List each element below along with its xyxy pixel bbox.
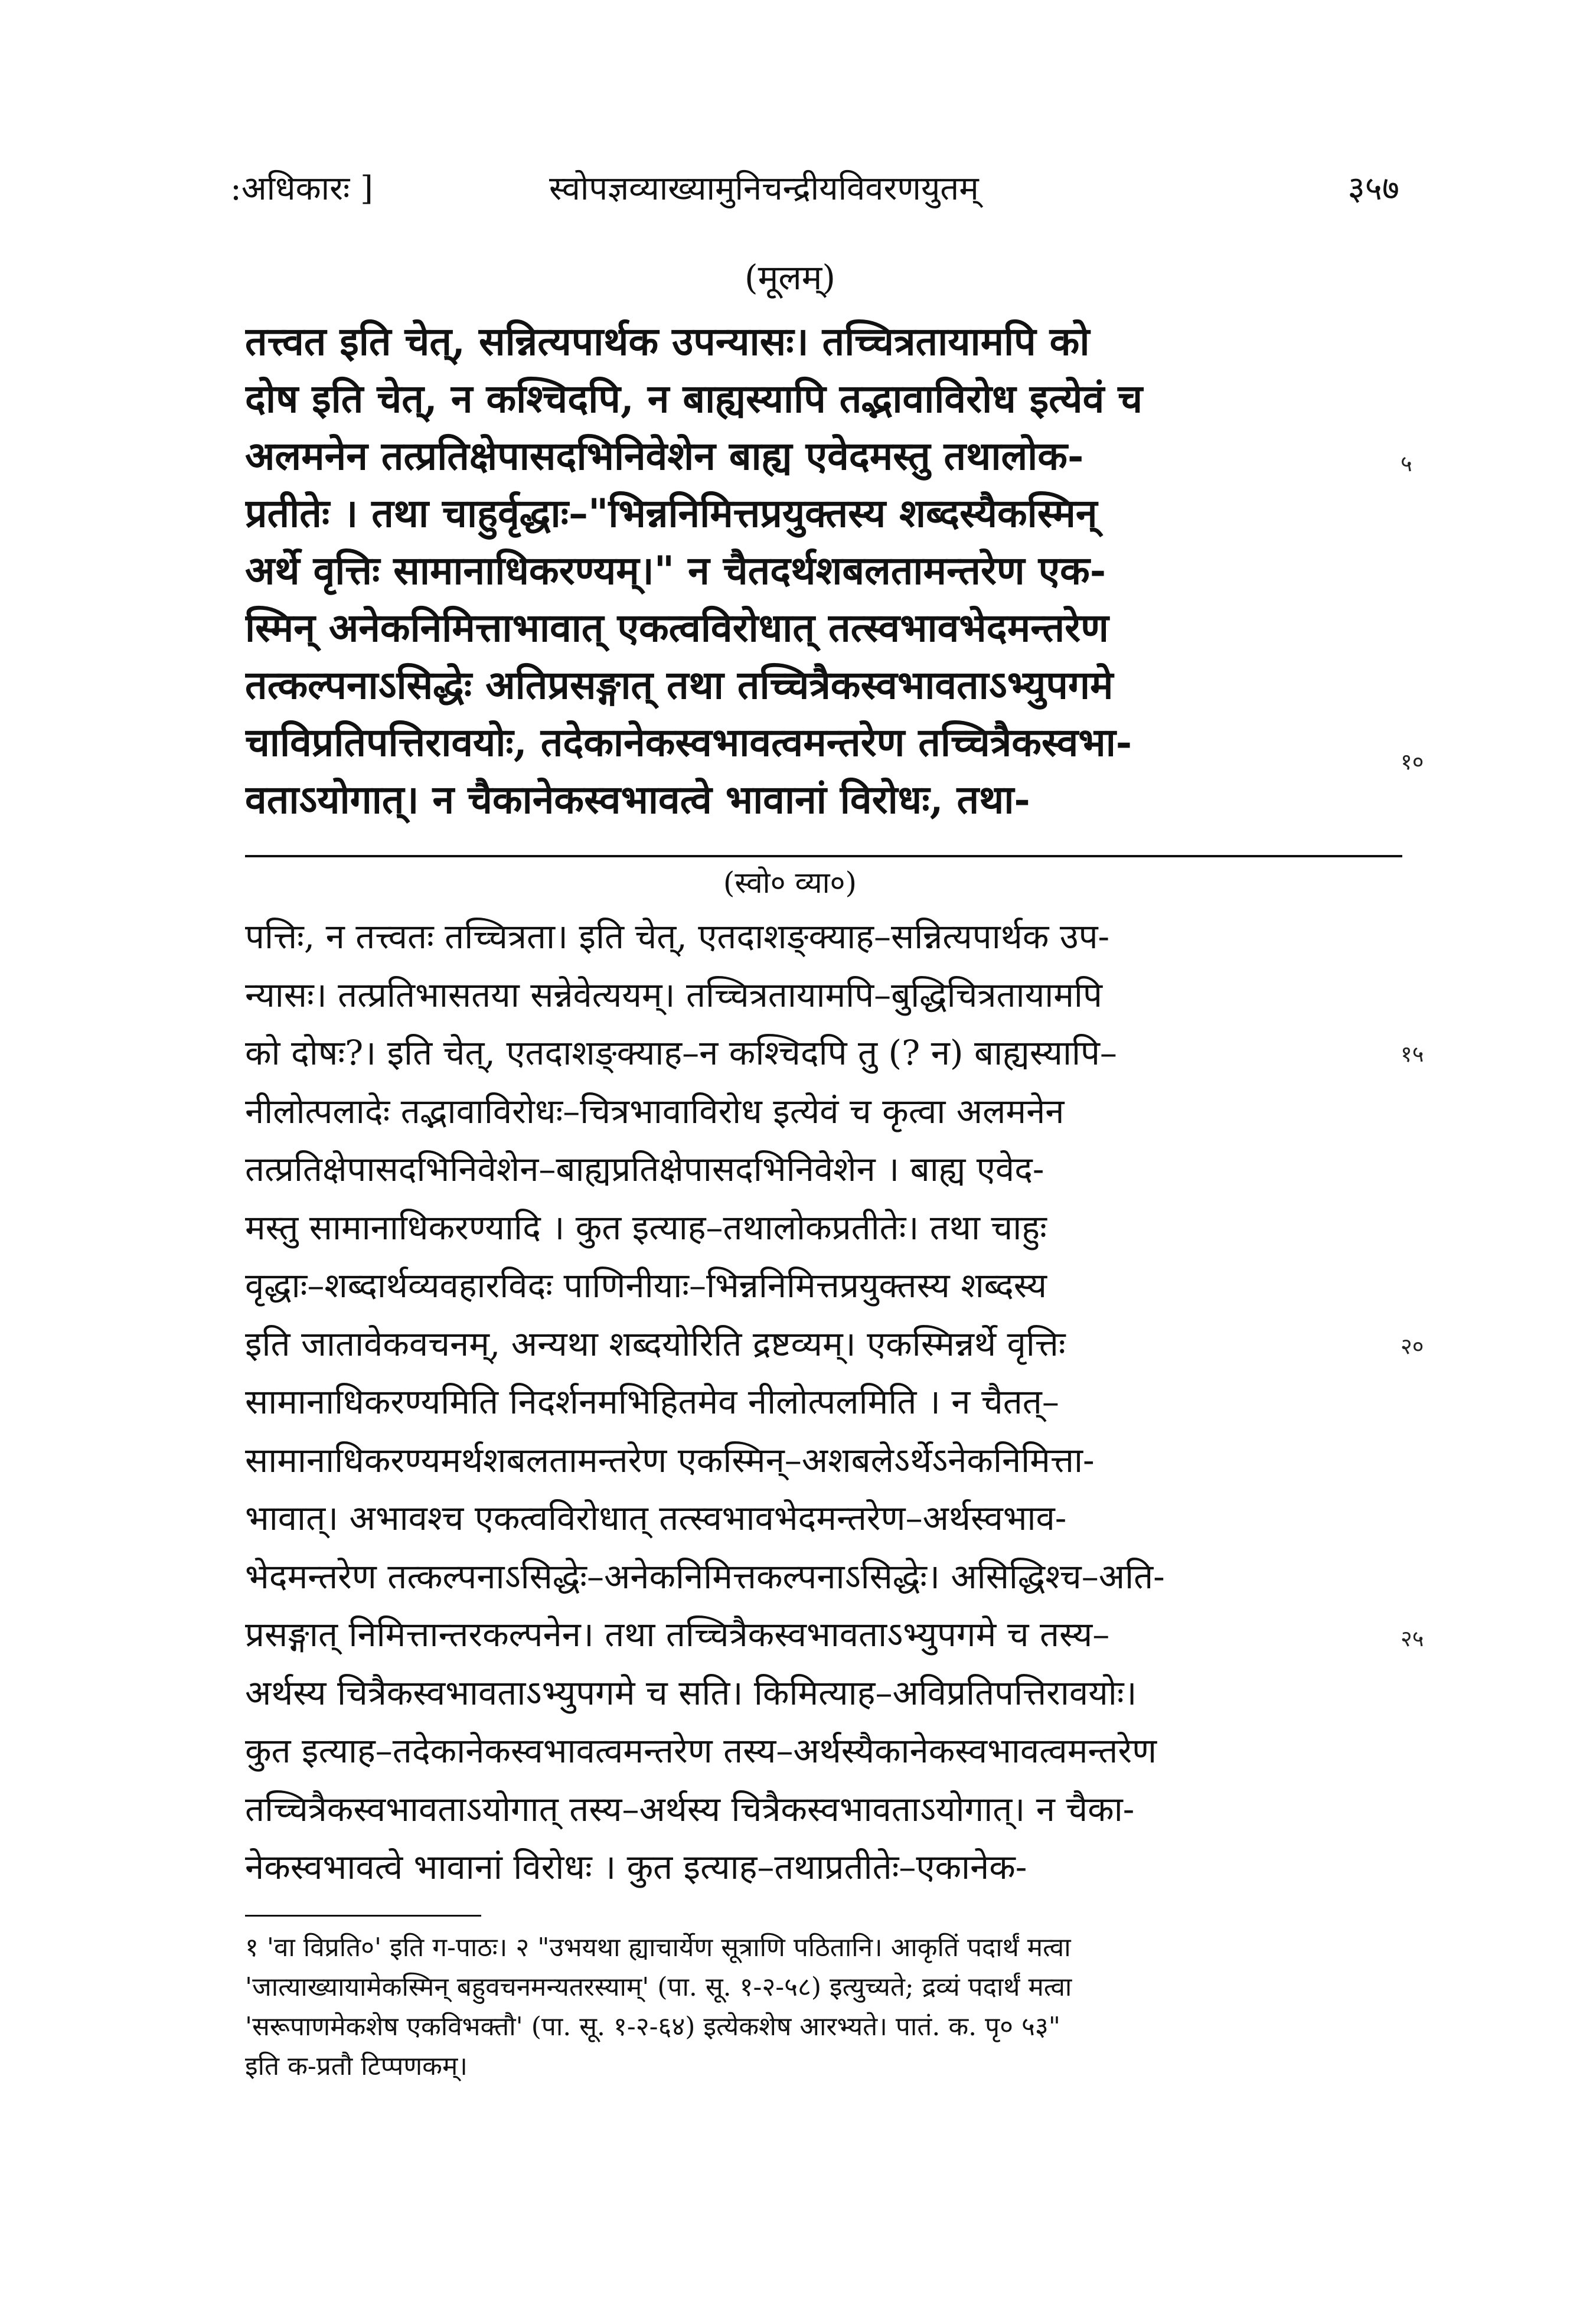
mool-line: स्मिन् अनेकनिमित्ताभावात् एकत्वविरोधात् तत्स्वभावभेदमन्तरेण xyxy=(245,605,1109,651)
mool-text xyxy=(245,313,1402,828)
commentary-heading: (स्वो० व्या०) xyxy=(723,866,857,900)
mool-line: तत्कल्पनाऽसिद्धेः अतिप्रसङ्गात् तथा तच्चित्रैकस्वभावताऽभ्युपगमे xyxy=(245,662,1114,708)
page-number: ३५७ xyxy=(1347,169,1399,208)
line-number-5: ५ xyxy=(1401,451,1412,476)
running-header xyxy=(230,165,1399,213)
commentary-line: तत्प्रतिक्षेपासदभिनिवेशेन–बाह्यप्रतिक्षेपासदभिनिवेशेन । बाह्य एवेद- xyxy=(245,1149,1044,1189)
footnote-line: 'जात्याख्यायामेकस्मिन् बहुवचनमन्यतरस्याम्' (पा. सू. १-२-५८) इत्युच्यते; द्रव्यं पदार्थं मत्वा xyxy=(245,1972,1072,2002)
commentary-line: प्रसङ्गात् निमित्तान्तरकल्पनेन। तथा तच्चित्रैकस्वभावताऽभ्युपगमे च तस्य– xyxy=(245,1614,1110,1654)
commentary-line: वृद्धाः–शब्दार्थव्यवहारविदः पाणिनीयाः–भिन्ननिमित्तप्रयुक्तस्य शब्दस्य xyxy=(245,1265,1047,1305)
commentary-line: तच्चित्रैकस्वभावताऽयोगात् तस्य–अर्थस्य चित्रैकस्वभावताऽयोगात्। न चैका- xyxy=(245,1788,1135,1829)
commentary-line: इति जातावेकवचनम्, अन्यथा शब्दयोरिति द्रष्टव्यम्। एकस्मिन्नर्थे वृत्तिः xyxy=(245,1323,1066,1364)
line-number-10: १० xyxy=(1401,749,1424,775)
commentary-line: नेकस्वभावत्वे भावानां विरोधः । कुत इत्याह–तथाप्रतीतेः–एकानेक- xyxy=(245,1847,1027,1887)
commentary-line: सामानाधिकरण्यमर्थशबलतामन्तरेण एकस्मिन्–अशबलेऽर्थेऽनेकनिमित्ता- xyxy=(245,1440,1095,1480)
commentary-line: मस्तु सामानाधिकरण्यादि । कुत इत्याह–तथालोकप्रतीतेः। तथा चाहुः xyxy=(245,1207,1047,1248)
mool-line: वताऽयोगात्। न चैकानेकस्वभावत्वे भावानां विरोधः, तथा- xyxy=(245,776,1030,822)
mool-line: अलमनेन तत्प्रतिक्षेपासदभिनिवेशेन बाह्य एवेदमस्तु तथालोक- xyxy=(245,433,1084,479)
commentary-line: न्यासः। तत्प्रतिभासतया सन्नेवेत्ययम्। तच्चित्रतायामपि–बुद्धिचित्रतायामपि xyxy=(245,974,1102,1015)
line-number-15: १५ xyxy=(1401,1041,1424,1067)
commentary-line: कुत इत्याह–तदेकानेकस्वभावत्वमन्तरेण तस्य–अर्थस्यैकानेकस्वभावत्वमन्तरेण xyxy=(245,1731,1157,1771)
footnotes xyxy=(245,1928,1402,2086)
footnote-divider xyxy=(245,1915,481,1917)
commentary-line: सामानाधिकरण्यमिति निदर्शनमभिहितमेव नीलोत्पलमिति । न चैतत्– xyxy=(245,1382,1059,1422)
commentary-line: भेदमन्तरेण तत्कल्पनाऽसिद्धेः–अनेकनिमित्तकल्पनाऽसिद्धेः। असिद्धिश्च–अति- xyxy=(245,1556,1165,1597)
line-number-20: २० xyxy=(1401,1333,1424,1359)
header-book-title: स्वोपज्ञव्याख्यामुनिचन्द्रीयविवरणयुतम् xyxy=(549,169,979,208)
line-number-25: २५ xyxy=(1401,1626,1424,1651)
footnote-line: इति क-प्रतौ टिप्पणकम्। xyxy=(245,2051,468,2081)
mool-line: अर्थे वृत्तिः सामानाधिकरण्यम्।" न चैतदर्थशबलतामन्तरेण एक- xyxy=(245,547,1106,593)
commentary-text xyxy=(245,908,1402,1897)
section-divider xyxy=(245,855,1402,857)
commentary-line: पत्तिः, न तत्त्वतः तच्चित्रता। इति चेत्, एतदाशङ्क्याह–सन्नित्यपार्थक उप- xyxy=(245,916,1110,957)
mool-line: प्रतीतेः । तथा चाहुर्वृद्धाः–"भिन्ननिमित्तप्रयुक्तस्य शब्दस्यैकस्मिन् xyxy=(245,490,1098,536)
mool-line: चाविप्रतिपत्तिरावयोः, तदेकानेकस्वभावत्वमन्तरेण तच्चित्रैकस्वभा- xyxy=(245,719,1132,765)
mool-line: दोष इति चेत्, न कश्चिदपि, न बाह्यस्यापि तद्भावाविरोध इत्येवं च xyxy=(245,376,1143,422)
commentary-line: नीलोत्पलादेः तद्भावाविरोधः–चित्रभावाविरोध इत्येवं च कृत्वा अलमनेन xyxy=(245,1091,1065,1131)
commentary-line: भावात्। अभावश्च एकत्वविरोधात् तत्स्वभावभेदमन्तरेण–अर्थस्वभाव- xyxy=(245,1498,1067,1538)
footnote-line: 'सरूपाणमेकशेष एकविभक्तौ' (पा. सू. १-२-६४) इत्येकशेष आरभ्यते। पातं. क. पृ० ५३" xyxy=(245,2012,1060,2042)
commentary-line: को दोषः?। इति चेत्, एतदाशङ्क्याह–न कश्चिदपि तु (? न) बाह्यस्यापि– xyxy=(245,1033,1117,1073)
mool-line: तत्त्वत इति चेत्, सन्नित्यपार्थक उपन्यासः। तच्चित्रतायामपि को xyxy=(245,318,1090,364)
mool-heading: (मूलम्) xyxy=(745,257,835,298)
footnote-line: १ 'वा विप्रति०' इति ग-पाठः। २ "उभयथा ह्याचार्येण सूत्राणि पठितानि। आकृतिं पदार्थं मत्वा xyxy=(245,1933,1071,1963)
commentary-line: अर्थस्य चित्रैकस्वभावताऽभ्युपगमे च सति। किमित्याह–अविप्रतिपत्तिरावयोः। xyxy=(245,1672,1137,1713)
header-section-label: :अधिकारः ] xyxy=(230,169,373,208)
